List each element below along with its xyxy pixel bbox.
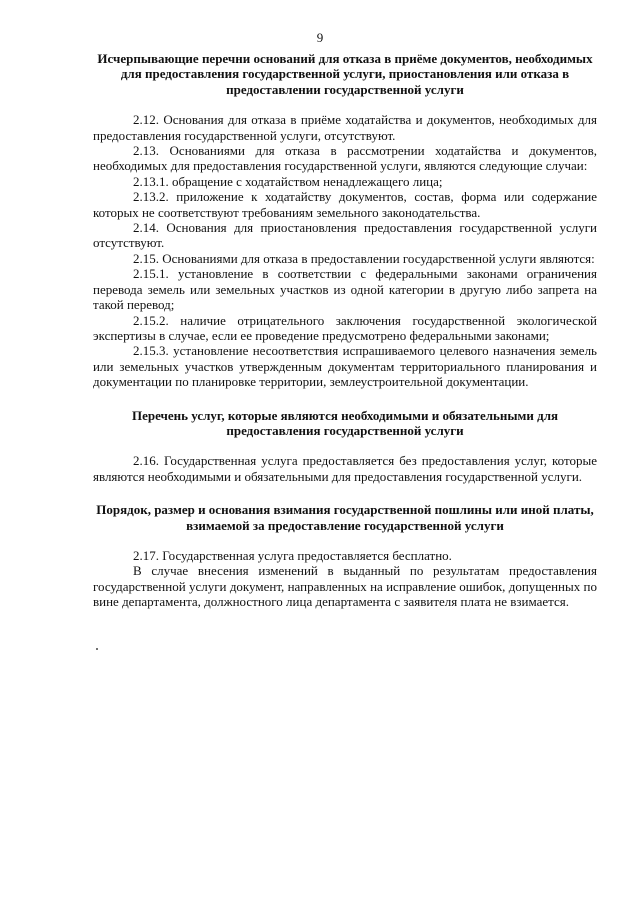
page-number: 9 xyxy=(316,30,324,45)
paragraph-fee-exemption: В случае внесения изменений в выданный по результатам предоставления государственной услуги документ, направленных на исправление ошибок, допущенных по вине департамента, должностного лица департамента с заявителя плата не взимается. xyxy=(93,563,597,610)
spacer xyxy=(93,484,597,502)
paragraph-2-13-1: 2.13.1. обращение с ходатайством ненадлежащего лица; xyxy=(133,173,443,189)
paragraph-2-13: 2.13. Основаниями для отказа в рассмотрении ходатайства и документов, необходимых для предоставления государственной услуги, являются следующие случаи: xyxy=(93,143,597,174)
paragraph-2-15: 2.15. Основаниями для отказа в предоставлении государственной услуги являются: xyxy=(133,250,595,266)
section-heading-required-services: Перечень услуг, которые являются необходимыми и обязательными для предоставления государственной услуги xyxy=(131,407,559,438)
section-heading-fee: Порядок, размер и основания взимания государственной пошлины или иной платы, взимаемой за предоставление государственной услуги xyxy=(96,502,594,533)
paragraph-2-14: 2.14. Основания для приостановления предоставления государственной услуги отсутствуют. xyxy=(93,220,597,251)
paragraph-2-15-2: 2.15.2. наличие отрицательного заключения государственной экологической экспертизы в случае, если ее проведение предусмотрено федеральными законами; xyxy=(93,312,597,343)
paragraph-2-15-3: 2.15.3. установление несоответствия испрашиваемого целевого назначения земель или земельных участков утвержденным документам территориального планирования и документации по планировке территории, землеустроительной документации. xyxy=(93,343,597,390)
document-body xyxy=(93,51,597,610)
paragraph-2-13-2: 2.13.2. приложение к ходатайству документов, состав, форма или содержание которых не соответствуют требованиям земельного законодательства. xyxy=(93,189,597,220)
paragraph-2-15-1: 2.15.1. установление в соответствии с федеральными законами ограничения перевода земель или земельных участков из одной категории в другую либо запрета на такой перевод; xyxy=(93,266,597,313)
spacer xyxy=(93,390,597,408)
scan-speck xyxy=(96,648,98,650)
paragraph-2-16: 2.16. Государственная услуга предоставляется без предоставления услуг, которые являются необходимыми и обязательными для предоставления государственной услуги. xyxy=(93,453,597,484)
spacer xyxy=(93,97,597,112)
section-heading-refusal-grounds: Исчерпывающие перечни оснований для отказа в приёме документов, необходимых для предоставления государственной услуги, приостановления или отказа в предоставлении государственной услуги xyxy=(97,51,593,97)
spacer xyxy=(93,438,597,453)
spacer xyxy=(93,533,597,548)
paragraph-2-17: 2.17. Государственная услуга предоставляется бесплатно. xyxy=(133,547,452,563)
paragraph-2-12: 2.12. Основания для отказа в приёме ходатайства и документов, необходимых для предоставления государственной услуги, отсутствуют. xyxy=(93,112,597,143)
